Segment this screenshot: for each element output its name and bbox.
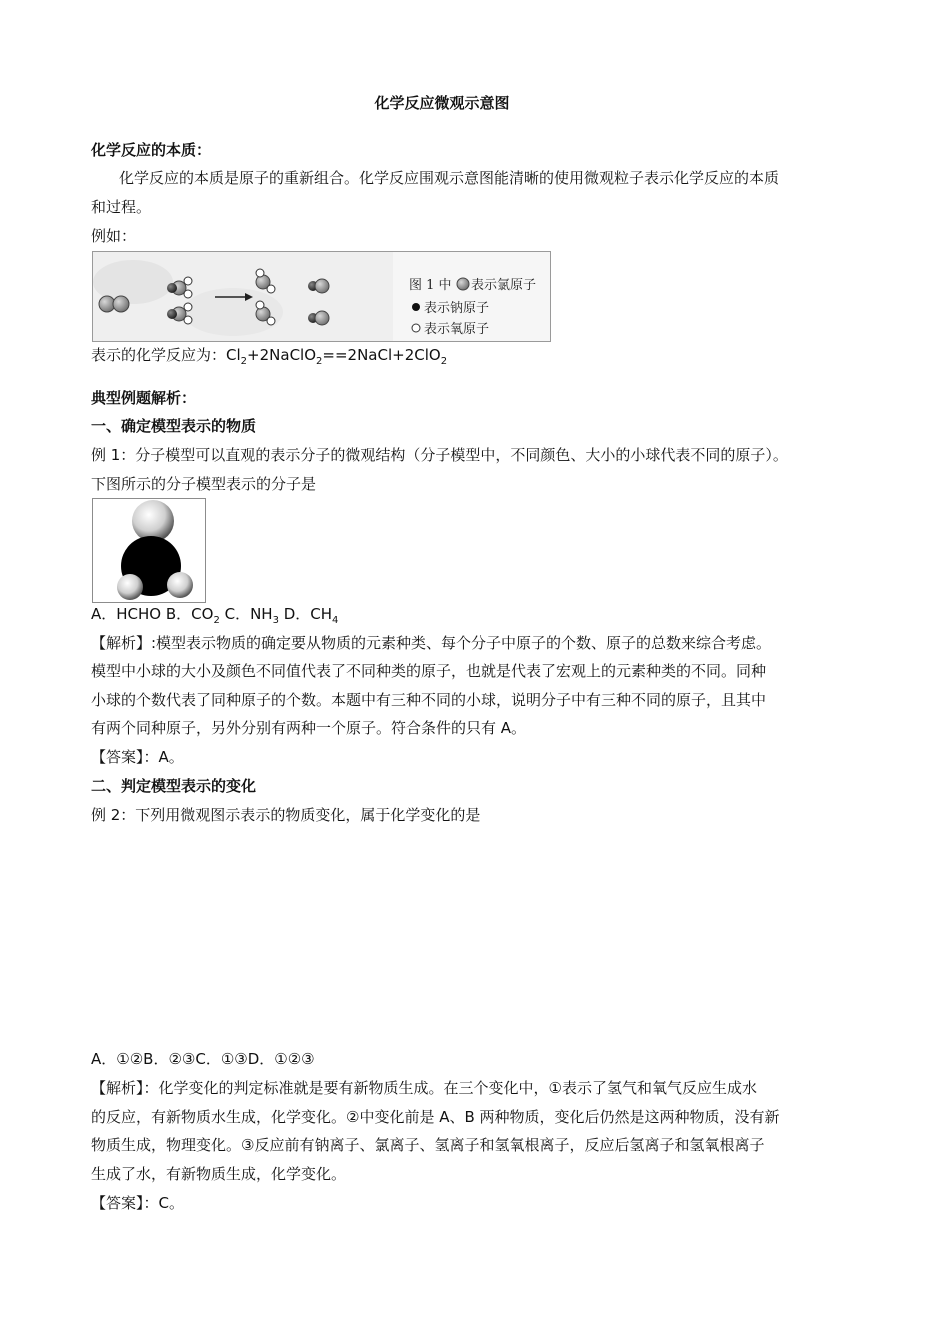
sodium-atom-icon xyxy=(412,303,420,311)
formula-subscript: 2 xyxy=(240,356,248,367)
analysis-line: 有两个同种原子，另外分别有两种一个原子。符合条件的只有 A。 xyxy=(91,719,527,737)
analysis-line: 的反应，有新物质水生成，化学变化。②中变化前是 A、B 两种物质，变化后仍然是这两种物质，没有新 xyxy=(91,1108,780,1126)
formula-part: ==2NaCl+2ClO xyxy=(322,346,441,364)
part1-heading: 一、确定模型表示的物质 xyxy=(91,417,257,435)
option-text: D．CH xyxy=(278,605,333,623)
oxygen-atom-icon xyxy=(412,324,420,332)
legend-line3-text: 表示氧原子 xyxy=(424,322,490,337)
option-text: A．HCHO B．CO xyxy=(91,605,214,623)
analysis-line: 模型中小球的大小及颜色不同值代表了不同种类的原子，也就是代表了宏观上的元素种类的不同。同种 xyxy=(91,662,767,680)
section-heading-examples: 典型例题解析： xyxy=(91,389,197,407)
analysis-line: 【解析】：化学变化的判定标准就是要有新物质生成。在三个变化中，①表示了氢气和氧气反应生成水 xyxy=(91,1079,757,1097)
formula-subscript: 2 xyxy=(316,356,323,367)
oxygen-atom xyxy=(132,500,174,542)
answer-line: 【答案】：C。 xyxy=(91,1194,184,1212)
reaction-diagram xyxy=(93,252,550,341)
formula-subscript: 3 xyxy=(272,615,279,626)
reaction-diagram-figure xyxy=(92,251,551,342)
analysis-line: 【解析】:模型表示物质的确定要从物质的元素种类、每个分子中原子的个数、原子的总数来综合考虑。 xyxy=(91,634,772,652)
formula-part: +2NaClO xyxy=(247,346,317,364)
legend-line2-text: 表示钠原子 xyxy=(424,301,490,316)
paragraph-line: 和过程。 xyxy=(91,198,152,216)
molecule-model-figure xyxy=(92,498,206,603)
analysis-line: 生成了水，有新物质生成，化学变化。 xyxy=(91,1165,347,1183)
molecule-model xyxy=(93,499,205,602)
reaction-prefix: 表示的化学反应为： xyxy=(91,346,227,364)
example-label: 例如： xyxy=(91,227,137,245)
answer-line: 【答案】：A。 xyxy=(91,748,184,766)
formula-subscript: 2 xyxy=(440,356,448,367)
chlorine-atom-icon xyxy=(457,278,469,290)
example1-options xyxy=(91,603,338,625)
example2-line: 例 2：下列用微观图示表示的物质变化，属于化学变化的是 xyxy=(91,806,481,824)
analysis-line: 物质生成，物理变化。③反应前有钠离子、氯离子、氢离子和氢氧根离子，反应后氢离子和氢氧根离子 xyxy=(91,1136,765,1154)
example2-options: A．①②B．②③C．①③D．①②③ xyxy=(91,1050,315,1068)
hydrogen-atom xyxy=(117,574,143,600)
example1-line: 下图所示的分子模型表示的分子是 xyxy=(91,475,317,493)
figure-legend xyxy=(409,277,536,337)
part2-heading: 二、判定模型表示的变化 xyxy=(91,777,257,795)
paragraph-line: 化学反应的本质是原子的重新组合。化学反应围观示意图能清晰的使用微观粒子表示化学反应的本质 xyxy=(119,169,780,187)
formula-part: Cl xyxy=(226,346,241,364)
formula-subscript: 4 xyxy=(332,615,339,626)
formula-subscript: 2 xyxy=(213,615,220,626)
page-title: 化学反应微观示意图 xyxy=(374,94,510,112)
section-heading-essence: 化学反应的本质： xyxy=(91,141,212,159)
analysis-line: 小球的个数代表了同种原子的个数。本题中有三种不同的小球，说明分子中有三种不同的原子，且其中 xyxy=(91,691,767,709)
legend-line1-text: 表示氯原子 xyxy=(471,278,537,293)
option-text: C．NH xyxy=(219,605,273,623)
example1-line: 例 1：分子模型可以直观的表示分子的微观结构（分子模型中，不同颜色、大小的小球代表不同的原子）。 xyxy=(91,446,788,464)
hydrogen-atom xyxy=(167,572,193,598)
reaction-equation-line xyxy=(91,344,447,366)
legend-line1-prefix: 图 1 中 xyxy=(409,278,452,293)
